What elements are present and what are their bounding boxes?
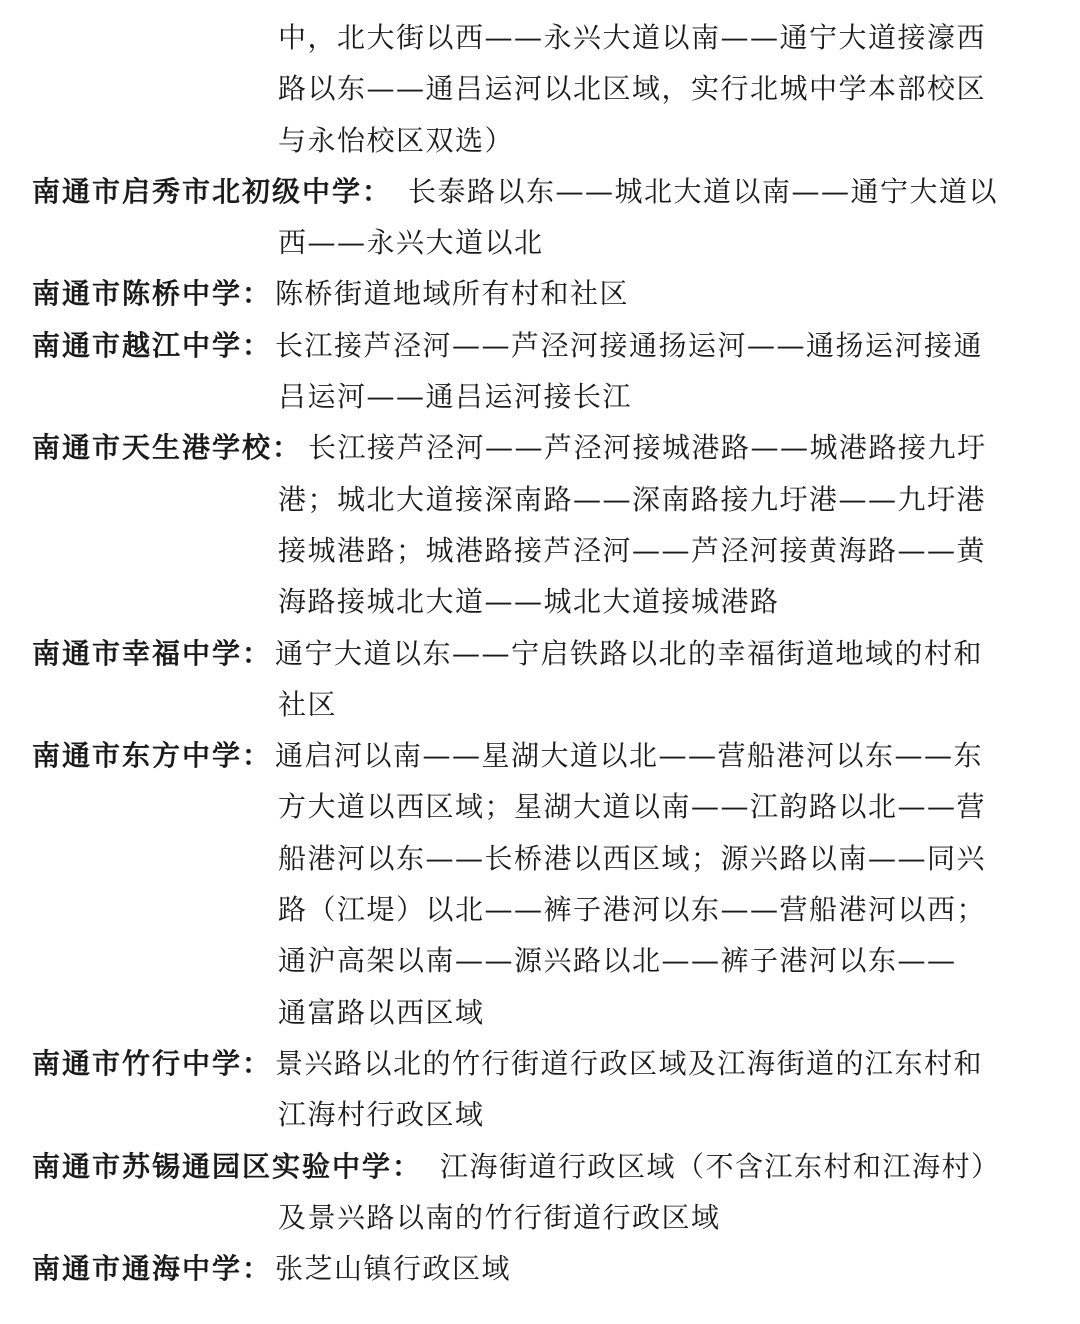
entry-text: 通沪高架以南——源兴路以北——裤子港河以东—— <box>278 944 957 978</box>
text-line <box>0 1038 1080 1089</box>
text-line <box>0 628 1080 679</box>
entry-text: 江海村行政区域 <box>278 1098 485 1132</box>
entry-text: 与永怡校区双选） <box>278 123 515 157</box>
entry-text: 通宁大道以东——宁启铁路以北的幸福街道地域的村和 <box>275 636 984 670</box>
text-line <box>0 833 1080 884</box>
entry-text: 西——永兴大道以北 <box>278 226 544 260</box>
school-name: 南通市东方中学： <box>32 739 273 773</box>
entry-text: 长泰路以东——城北大道以南——通宁大道以 <box>408 174 999 208</box>
entry-text: 江海街道行政区域（不含江东村和江海村） <box>440 1149 1001 1183</box>
text-line <box>0 1141 1080 1192</box>
entry-text: 路以东——通吕运河以北区域，实行北城中学本部校区 <box>278 72 987 106</box>
text-line <box>0 1089 1080 1140</box>
text-line <box>0 525 1080 576</box>
text-line <box>0 576 1080 627</box>
entry-text: 张芝山镇行政区域 <box>275 1252 512 1286</box>
text-line <box>0 935 1080 986</box>
school-name: 南通市竹行中学： <box>32 1046 273 1080</box>
text-line <box>0 371 1080 422</box>
text-line <box>0 730 1080 781</box>
entry-text: 通富路以西区域 <box>278 995 485 1029</box>
entry-text: 吕运河——通吕运河接长江 <box>278 380 633 414</box>
entry-text: 陈桥街道地域所有村和社区 <box>275 277 630 311</box>
school-name: 南通市陈桥中学： <box>32 277 273 311</box>
text-line <box>0 1243 1080 1294</box>
entry-text: 及景兴路以南的竹行街道行政区域 <box>278 1200 721 1234</box>
text-line <box>0 12 1080 63</box>
text-line <box>0 474 1080 525</box>
text-line <box>0 884 1080 935</box>
entry-text: 船港河以东——长桥港以西区域；源兴路以南——同兴 <box>278 841 987 875</box>
entry-text: 景兴路以北的竹行街道行政区域及江海街道的江东村和 <box>275 1046 984 1080</box>
entry-text: 通启河以南——星湖大道以北——营船港河以东——东 <box>275 739 984 773</box>
text-line <box>0 781 1080 832</box>
school-name: 南通市启秀市北初级中学： <box>32 174 393 208</box>
school-name: 南通市越江中学： <box>32 328 273 362</box>
school-name: 南通市天生港学校： <box>32 431 303 465</box>
text-line <box>0 115 1080 166</box>
text-line <box>0 320 1080 371</box>
school-name: 南通市幸福中学： <box>32 636 273 670</box>
entry-text: 社区 <box>278 687 338 721</box>
entry-text: 长江接芦泾河——芦泾河接城港路——城港路接九圩 <box>308 431 987 465</box>
entry-text: 接城港路；城港路接芦泾河——芦泾河接黄海路——黄 <box>278 533 987 567</box>
text-line <box>0 63 1080 114</box>
text-line <box>0 217 1080 268</box>
text-line <box>0 166 1080 217</box>
entry-text: 方大道以西区域；星湖大道以南——江韵路以北——营 <box>278 790 987 824</box>
entry-text: 港；城北大道接深南路——深南路接九圩港——九圩港 <box>278 482 987 516</box>
document-body <box>0 12 1080 1294</box>
entry-text: 海路接城北大道——城北大道接城港路 <box>278 585 780 619</box>
text-line <box>0 268 1080 319</box>
text-line <box>0 679 1080 730</box>
text-line <box>0 987 1080 1038</box>
entry-text: 长江接芦泾河——芦泾河接通扬运河——通扬运河接通 <box>275 328 984 362</box>
text-line <box>0 422 1080 473</box>
entry-text: 中，北大街以西——永兴大道以南——通宁大道接濠西 <box>278 21 987 54</box>
school-name: 南通市通海中学： <box>32 1252 273 1286</box>
entry-text: 路（江堤）以北——裤子港河以东——营船港河以西； <box>278 893 987 927</box>
text-line <box>0 1192 1080 1243</box>
school-name: 南通市苏锡通园区实验中学： <box>32 1149 423 1183</box>
